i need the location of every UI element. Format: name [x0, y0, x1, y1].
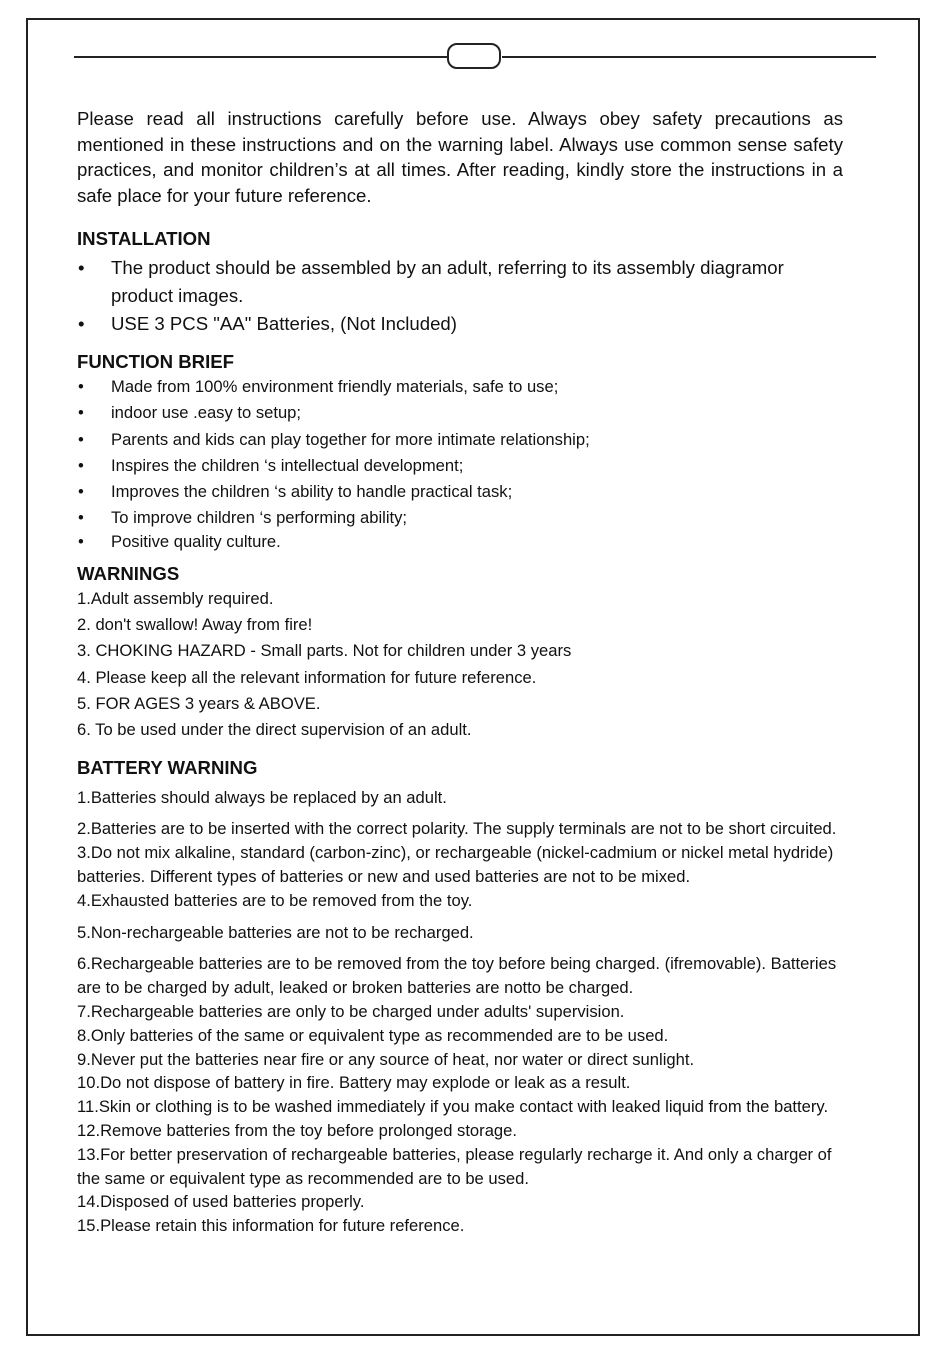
bullet-icon: •	[78, 429, 84, 449]
list-item: 5. FOR AGES 3 years & ABOVE.	[77, 693, 321, 713]
bullet-icon: •	[78, 455, 84, 475]
list-item: 10.Do not dispose of battery in fire. Battery may explode or leak as a result.	[77, 1073, 631, 1093]
installation-heading: INSTALLATION	[77, 228, 211, 249]
list-item: • indoor use .easy to setup;	[77, 400, 843, 426]
battery-warning-list	[77, 786, 843, 1238]
header-rule-right	[502, 56, 876, 58]
page-number-tab	[447, 43, 501, 69]
list-item: 7.Rechargeable batteries are only to be charged under adults' supervision.	[77, 1001, 625, 1021]
list-item: • Parents and kids can play together for more intimate relationship;	[77, 427, 843, 453]
list-item: 3. CHOKING HAZARD - Small parts. Not for children under 3 years	[77, 641, 572, 661]
list-item: 9.Never put the batteries near fire or any source of heat, nor water or direct sunlight.	[77, 1049, 695, 1069]
bullet-icon: •	[78, 257, 85, 278]
list-item: • The product should be assembled by an adult, referring to its assembly diagramor product images.	[77, 254, 843, 310]
list-item: 2. don't swallow! Away from fire!	[77, 615, 313, 635]
list-item: 13.For better preservation of rechargeable batteries, please regularly recharge it. And only a charger of the same or equivalent type as recommended are to be used.	[77, 1144, 832, 1188]
list-item: • Improves the children ‘s ability to handle practical task;	[77, 479, 843, 505]
function-brief-heading: FUNCTION BRIEF	[77, 351, 235, 372]
list-item: 4. Please keep all the relevant information for future reference.	[77, 667, 537, 687]
list-item: 8.Only batteries of the same or equivalent type as recommended are to be used.	[77, 1025, 669, 1045]
bullet-icon: •	[78, 403, 84, 423]
list-item: 3.Do not mix alkaline, standard (carbon-zinc), or rechargeable (nickel-cadmium or nickel metal hydride) batteries. Different types of batteries or new and used batteries are not to be mixed.	[77, 843, 834, 886]
manual-content	[77, 106, 843, 1238]
function-brief-list	[77, 374, 843, 552]
intro-paragraph: Please read all instructions carefully before use. Always obey safety precautions as mentioned in these instructions and on the warning label. Always use common sense safety practices, and monitor children’s at all times. After reading, kindly store the instructions in a safe place for your future reference.	[77, 108, 843, 206]
battery-warning-heading: BATTERY WARNING	[77, 756, 258, 778]
list-item: • USE 3 PCS "AA" Batteries, (Not Included)	[77, 310, 843, 338]
list-item: • Inspires the children ‘s intellectual development;	[77, 453, 843, 479]
list-item: 6. To be used under the direct supervision of an adult.	[77, 720, 472, 740]
bullet-icon: •	[78, 377, 84, 396]
list-item: • Positive quality culture.	[78, 531, 281, 551]
warnings-list	[77, 586, 843, 744]
list-item: • Made from 100% environment friendly materials, safe to use;	[77, 374, 843, 400]
bullet-icon: •	[78, 482, 84, 502]
warnings-heading: WARNINGS	[77, 562, 180, 584]
list-item: 2.Batteries are to be inserted with the correct polarity. The supply terminals are not to be short circuited.	[77, 819, 837, 839]
list-item: 11.Skin or clothing is to be washed immediately if you make contact with leaked liquid from the battery.	[77, 1097, 829, 1117]
list-item: • To improve children ‘s performing ability;	[77, 505, 843, 531]
list-item: 1.Batteries should always be replaced by an adult.	[77, 787, 447, 807]
header-rule-left	[74, 56, 448, 58]
bullet-icon: •	[78, 531, 84, 551]
bullet-icon: •	[78, 508, 84, 528]
list-item: 6.Rechargeable batteries are to be removed from the toy before being charged. (ifremovable). Batteries are to be charged by adult, leaked or broken batteries are notto be charged.	[77, 954, 837, 998]
list-item: 5.Non-rechargeable batteries are not to be recharged.	[77, 922, 474, 942]
installation-list	[77, 254, 843, 338]
list-item: 14.Disposed of used batteries properly.	[77, 1192, 365, 1212]
bullet-icon: •	[78, 313, 85, 334]
list-item: 12.Remove batteries from the toy before prolonged storage.	[77, 1120, 517, 1140]
list-item: 1.Adult assembly required.	[77, 588, 274, 608]
list-item: 4.Exhausted batteries are to be removed from the toy.	[77, 890, 473, 910]
list-item: 15.Please retain this information for future reference.	[77, 1216, 465, 1236]
